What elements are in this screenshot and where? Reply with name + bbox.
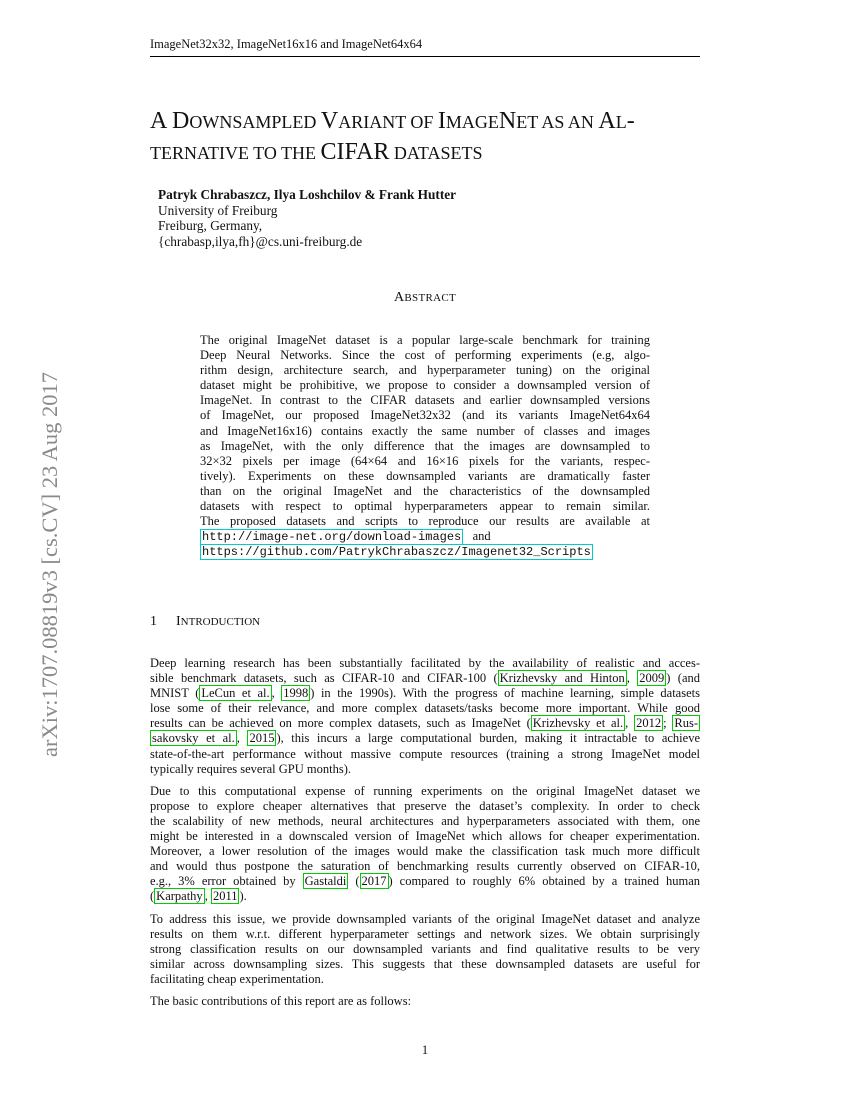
abstract-line: and ImageNet16x16) contains exactly the same number of classes and images <box>200 423 650 438</box>
abstract-line: dataset might be prohibitive, we propose to consider a downsampled version of <box>200 378 650 393</box>
abstract-body <box>200 333 650 559</box>
abstract-and: and <box>472 529 491 544</box>
abstract-line: The original ImageNet dataset is a popular large-scale benchmark for training <box>200 333 650 347</box>
abstract-line: datasets with respect to optimal hyperparameters appear to remain similar. <box>200 499 650 514</box>
author-email: {chrabasp,ilya,fh}@cs.uni-freiburg.de <box>158 233 363 249</box>
author-names: Patryk Chrabaszcz, Ilya Loshchilov & Frank Hutter <box>158 187 457 202</box>
citation-link[interactable]: 2015 <box>249 731 275 746</box>
introduction-body <box>150 656 700 1016</box>
paragraph: Due to this computational expense of running experiments on the original ImageNet dataset we propose to explore cheaper alternatives that preserve the dataset’s complexity. In order to check the scalability of new methods, neural architectures and hyperparameters associated with them, one might be interested in a downscaled version of ImageNet which allows for cheaper experimentation. Moreover, a lower resolution of the images would make the classification task much more difficult and would thus postpone the saturation of benchmarking results currently observed on CIFAR-10, e.g., 3% error obtained by Gastaldi ( 2017 ) compared to roughly 6% obtained by a trained human ( Karpathy , 2011 ). <box>150 783 701 904</box>
abstract-link-line <box>200 544 650 559</box>
abstract-line: ImageNet. In contrast to the CIFAR datasets and earlier downsampled versions <box>200 393 650 408</box>
citation-link[interactable]: Gastaldi <box>304 874 347 889</box>
running-header: ImageNet32x32, ImageNet16x16 and ImageNet64x64 <box>150 37 700 57</box>
citation-link[interactable]: 2011 <box>212 889 238 904</box>
author-affiliation: University of Freiburg <box>158 202 278 218</box>
citation-link[interactable]: 2009 <box>639 671 665 686</box>
author-block <box>158 187 456 249</box>
abstract-line: rithm design, architecture search, and hyperparameter tuning) on the original <box>200 363 650 378</box>
github-scripts-link[interactable]: https://github.com/PatrykChrabaszcz/Imagenet32_Scripts <box>202 545 591 560</box>
citation-link[interactable]: 1998 <box>283 686 309 701</box>
abstract-line: of ImageNet, our proposed ImageNet32x32 (and its variants ImageNet64x64 <box>200 408 650 423</box>
abstract-heading: ABSTRACT <box>393 290 457 305</box>
abstract-link-line <box>200 529 650 544</box>
paragraph: To address this issue, we provide downsampled variants of the original ImageNet dataset and analyze results on them w.r.t. different hyperparameter settings and network sizes. We obtain surprisingly strong classification results on our downsampled variants and find qualitative results to be very similar across downsampling sizes. This suggests that these downsampled datasets are useful for facilitating cheap experimentation. <box>150 911 700 986</box>
citation-link[interactable]: 2017 <box>361 874 387 889</box>
citation-link[interactable]: Rus- <box>674 716 698 731</box>
section-heading-introduction: 1 INTRODUCTION <box>150 614 261 629</box>
abstract-line: tively). Experiments on these downsampled variants are dramatically faster <box>200 468 650 483</box>
abstract-line: than on the original ImageNet and the characteristics of the downsampled <box>200 483 650 498</box>
section-number: 1 <box>150 614 157 629</box>
citation-link[interactable]: Krizhevsky and Hinton <box>499 671 625 686</box>
abstract-line: as ImageNet, with the only difference that the images are downsampled to <box>200 438 650 453</box>
paragraph: The basic contributions of this report are as follows: <box>150 993 412 1008</box>
page-number: 1 <box>421 1043 429 1057</box>
citation-link[interactable]: Karpathy <box>156 889 203 904</box>
paper-title: A DOWNSAMPLED VARIANT OF IMAGENET AS AN AL- TERNATIVE TO THE CIFAR DATASETS <box>150 108 635 165</box>
abstract-line: Deep Neural Networks. Since the cost of performing experiments (e.g, algo- <box>200 348 650 363</box>
paragraph: Deep learning research has been substantially facilitated by the availability of realistic and acces- sible benchmark datasets, such as CIFAR-10 and CIFAR-100 ( Krizhevsky and Hinton , 2009 ) (and MNIST ( LeCun et al. , 1998 ) in the 1990s). With the progress of machine learning, simple datasets lose some of their relevance, and more complex datasets/tasks become more important. While good results can be achieved on more complex datasets, such as ImageNet ( Krizhevsky et al. , 2012 ; Rus- sakovsky et al. , 2015 ), this incurs a large computational burden, making it intractable to achieve state-of-the-art performance without massive compute resources (training a strong ImageNet model typically requires several GPU months). <box>150 656 701 776</box>
author-location: Freiburg, Germany, <box>158 218 263 233</box>
citation-link[interactable]: 2012 <box>636 716 662 731</box>
citation-link[interactable]: sakovsky et al. <box>152 731 235 746</box>
citation-link[interactable]: LeCun et al. <box>201 686 270 701</box>
citation-link[interactable]: Krizhevsky et al. <box>532 716 624 731</box>
abstract-line: 32×32 pixels per image (64×64 and 16×16 pixels for the variants, respec- <box>200 453 650 468</box>
download-images-link[interactable]: http://image-net.org/download-images <box>202 530 462 545</box>
arxiv-stamp[interactable]: arXiv:1707.08819v3 [cs.CV] 23 Aug 2017 <box>37 372 62 757</box>
abstract-line: The proposed datasets and scripts to reproduce our results are available at <box>200 514 650 529</box>
